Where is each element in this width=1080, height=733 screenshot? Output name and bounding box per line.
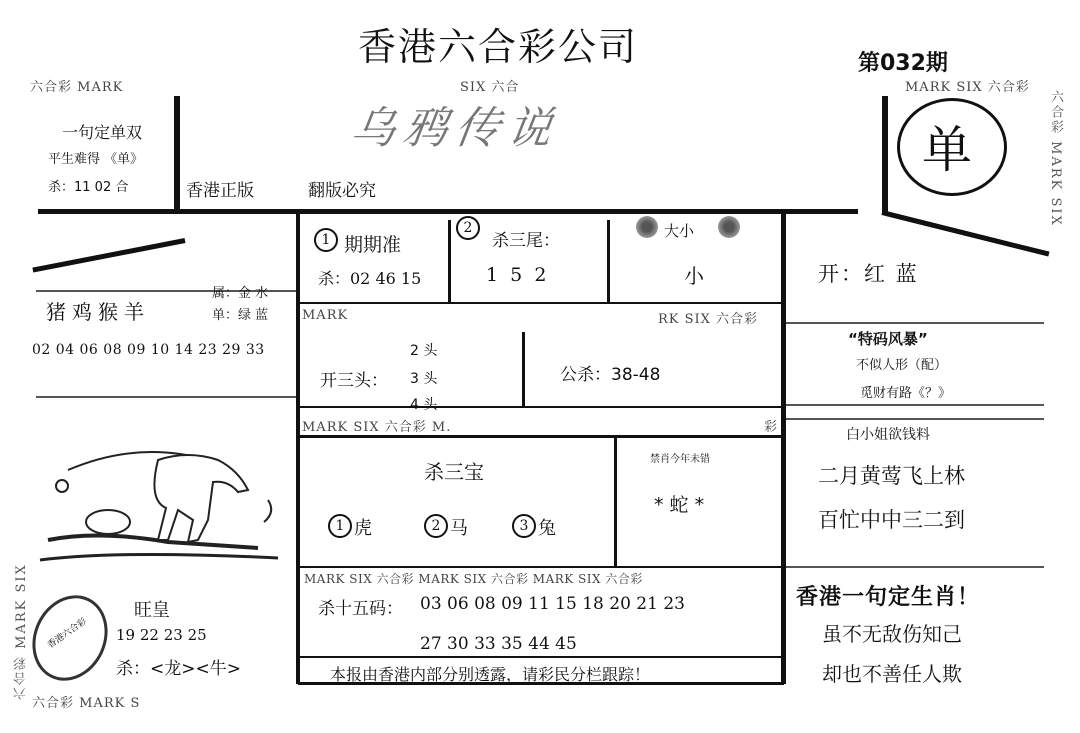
wang-kill: 杀：<龙><牛>	[116, 659, 241, 679]
top-right-strip: MARK SIX 六合彩	[905, 80, 1030, 95]
left-numbers: 02 04 06 08 09 10 14 23 29 33	[32, 342, 265, 358]
frame-line	[786, 418, 1044, 420]
right-open: 开：红 蓝	[818, 262, 919, 286]
box2-values: 1 5 2	[486, 264, 547, 286]
strip2-left: MARK SIX 六合彩 M.	[302, 420, 452, 435]
footer-strip: 六合彩 MARK S	[32, 696, 141, 711]
lady-line2: 百忙中中三二到	[818, 508, 965, 532]
big-char: 单	[922, 121, 972, 179]
flower-icon	[636, 216, 658, 238]
frame-line	[607, 220, 610, 304]
frame-line	[298, 302, 784, 304]
frame-line	[298, 566, 784, 568]
box1-badge: 1	[314, 228, 338, 252]
year-title: 禁肖今年未错	[650, 454, 710, 465]
company-title: 香港六合彩公司	[358, 25, 639, 69]
strip1-right: RK SIX 六合彩	[658, 312, 759, 327]
storm-line2: 觅财有路《？》	[860, 386, 952, 401]
head-3: 4 头	[410, 397, 438, 413]
dinosaur-illustration	[38, 430, 288, 590]
hk-zodiac-line1: 虽不无敌伤知己	[822, 622, 962, 646]
frame-line	[786, 404, 1044, 406]
frame-line	[36, 396, 296, 398]
stamp-text: 香港六合彩	[46, 616, 89, 651]
box3-title: 大小	[664, 222, 695, 240]
year-value: * 蛇 *	[654, 494, 705, 516]
lady-title: 白小姐欲钱料	[846, 427, 930, 443]
frame-line	[786, 566, 1044, 568]
treasure-title: 杀三宝	[424, 460, 484, 484]
frame-line	[614, 438, 617, 568]
storm-title: “特码风暴”	[848, 330, 928, 348]
treasure-badge: 3	[512, 514, 536, 538]
wang-numbers: 19 22 23 25	[116, 626, 207, 644]
left-attr1: 属：金 水	[212, 286, 269, 301]
left-attr2: 单：绿 蓝	[212, 308, 269, 323]
head-1: 2 头	[410, 343, 438, 359]
piracy-label: 翻版必究	[308, 181, 376, 201]
frame-line	[298, 656, 784, 658]
frame-line	[448, 220, 451, 304]
frame-line	[298, 435, 784, 438]
stamp-oval	[19, 583, 121, 693]
top-center-strip: SIX 六合	[460, 80, 520, 95]
fifteen-label: 杀十五码：	[318, 599, 403, 619]
frame-line	[781, 214, 786, 684]
head-label: 开三头：	[320, 371, 388, 391]
flower-icon	[718, 216, 740, 238]
side-watermark-left: 六合彩 MARK SIX	[14, 563, 29, 700]
hk-zodiac-line2: 却也不善任人欺	[822, 662, 962, 686]
strip2-right: 彩	[764, 420, 779, 435]
box3-value: 小	[684, 264, 704, 288]
frame-line	[298, 406, 784, 408]
box2-title: 杀三尾：	[492, 231, 560, 251]
frame-line	[882, 96, 888, 214]
frame-line	[32, 238, 185, 272]
left-top-kill: 杀：11 02 合	[48, 180, 129, 195]
strip1-left: MARK	[302, 308, 349, 323]
box1-kill: 杀：02 46 15	[318, 269, 422, 288]
treasure-badge: 2	[424, 514, 448, 538]
public-kill: 公杀：38-48	[560, 365, 661, 385]
frame-line	[522, 332, 525, 406]
hk-zodiac-title: 香港一句定生肖！	[796, 585, 981, 610]
side-watermark-right: 六合彩 MARK SIX	[1048, 90, 1063, 227]
head-2: 3 头	[410, 371, 438, 387]
left-top-title: 一句定单双	[62, 123, 143, 142]
fifteen-row2: 27 30 33 35 44 45	[420, 634, 577, 654]
frame-line	[174, 96, 180, 214]
genuine-label: 香港正版	[186, 181, 254, 201]
box1-title: 期期准	[344, 234, 402, 256]
treasure-item: 兔	[538, 518, 556, 539]
frame-line	[296, 214, 300, 684]
top-left-strip: 六合彩 MARK	[30, 80, 124, 95]
lady-line1: 二月黄莺飞上林	[818, 464, 965, 488]
left-animals: 猪鸡猴羊	[46, 300, 150, 324]
frame-line	[881, 210, 1049, 256]
treasure-item: 马	[450, 518, 468, 539]
treasure-item: 虎	[354, 518, 372, 539]
fifteen-row1: 03 06 08 09 11 15 18 20 21 23	[420, 594, 685, 614]
strip3: MARK SIX 六合彩 MARK SIX 六合彩 MARK SIX 六合彩	[304, 572, 643, 586]
frame-line	[38, 209, 858, 214]
storm-line1: 不似人形（配）	[856, 358, 948, 373]
frame-line	[786, 322, 1044, 324]
box2-badge: 2	[456, 216, 480, 240]
calligraphy-title: 乌鸦传说	[347, 103, 563, 154]
footer-note: 本报由香港内部分别透露，请彩民分栏跟踪！	[330, 665, 651, 684]
wang-title: 旺皇	[134, 600, 170, 621]
treasure-badge: 1	[328, 514, 352, 538]
left-top-line2: 平生难得 《单》	[48, 152, 144, 167]
issue-number: 第032期	[858, 51, 948, 76]
